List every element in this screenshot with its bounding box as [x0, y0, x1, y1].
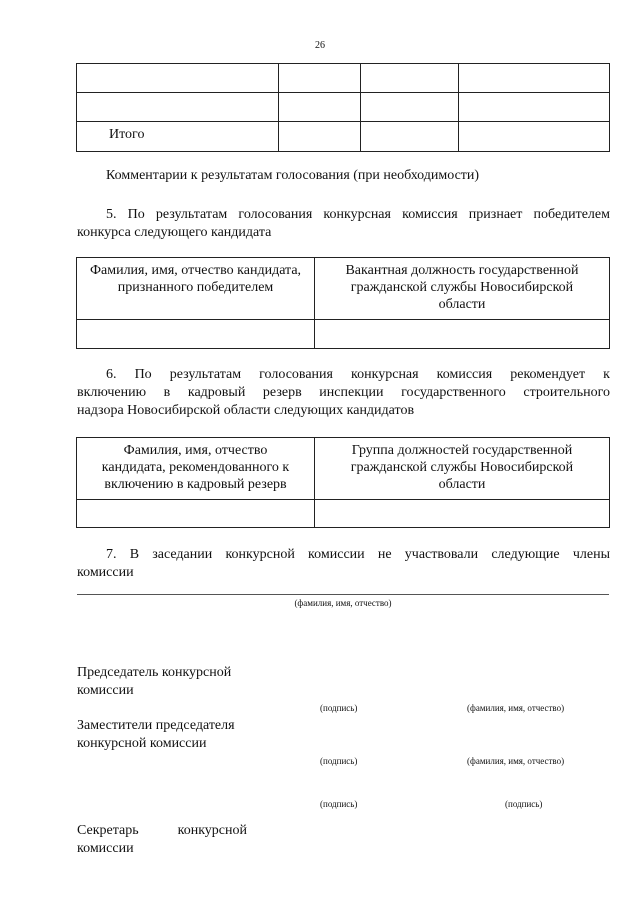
table-cell: [77, 500, 315, 528]
voting-comments-label: Комментарии к результатам голосования (при необходимости): [106, 168, 480, 183]
table-cell: [361, 122, 459, 152]
table-cell: [459, 93, 610, 122]
voting-table: [76, 63, 610, 152]
reserve-header-group: Группа должностей государственной гражданской службы Новосибирской области: [315, 438, 610, 500]
reserve-header-name: Фамилия, имя, отчество кандидата, рекомендованного к включению в кадровый резерв: [77, 438, 315, 500]
deputy-name-caption: (фамилия, имя, отчество): [467, 756, 565, 766]
table-cell: [279, 122, 361, 152]
winner-header-position: Вакантная должность государственной гражданской службы Новосибирской области: [315, 258, 610, 320]
secondary-signature-caption-right: (подпись): [505, 799, 543, 809]
chairman-label: Председатель конкурсной комиссии: [77, 665, 232, 698]
table-cell: [279, 93, 361, 122]
table-cell: [77, 64, 279, 93]
table-cell: [77, 320, 315, 349]
chairman-signature-caption: (подпись): [320, 703, 358, 713]
table-cell: [361, 93, 459, 122]
deputy-label: Заместители председателя конкурсной комиссии: [77, 718, 235, 751]
secondary-signature-caption: (подпись): [320, 799, 358, 809]
table-cell: [279, 64, 361, 93]
section-5-text: 5. По результатам голосования конкурсная комиссия признает победителем конкурса следующего кандидата: [77, 207, 610, 240]
table-cell: [77, 93, 279, 122]
table-cell: [459, 64, 610, 93]
section-7-text: 7. В заседании конкурсной комиссии не участвовали следующие члены комиссии: [77, 547, 610, 580]
page-number: 26: [315, 40, 325, 51]
secretary-label: Секретарь конкурсной комиссии: [77, 823, 247, 856]
table-cell-total-label: Итого: [77, 122, 279, 152]
table-cell: [315, 320, 610, 349]
table-cell: [459, 122, 610, 152]
absent-members-line: [77, 594, 609, 595]
table-cell: [361, 64, 459, 93]
section-6-text: 6. По результатам голосования конкурсная комиссия рекомендует к включению в кадровый резерв инспекции государственного строительного надзора Новосибирской области следующих кандидатов: [77, 367, 610, 418]
table-cell: [315, 500, 610, 528]
winner-table: [76, 257, 610, 349]
absent-members-caption: (фамилия, имя, отчество): [294, 598, 392, 608]
reserve-table: [76, 437, 610, 528]
winner-header-name: Фамилия, имя, отчество кандидата, признанного победителем: [77, 258, 315, 320]
chairman-name-caption: (фамилия, имя, отчество): [467, 703, 565, 713]
deputy-signature-caption: (подпись): [320, 756, 358, 766]
